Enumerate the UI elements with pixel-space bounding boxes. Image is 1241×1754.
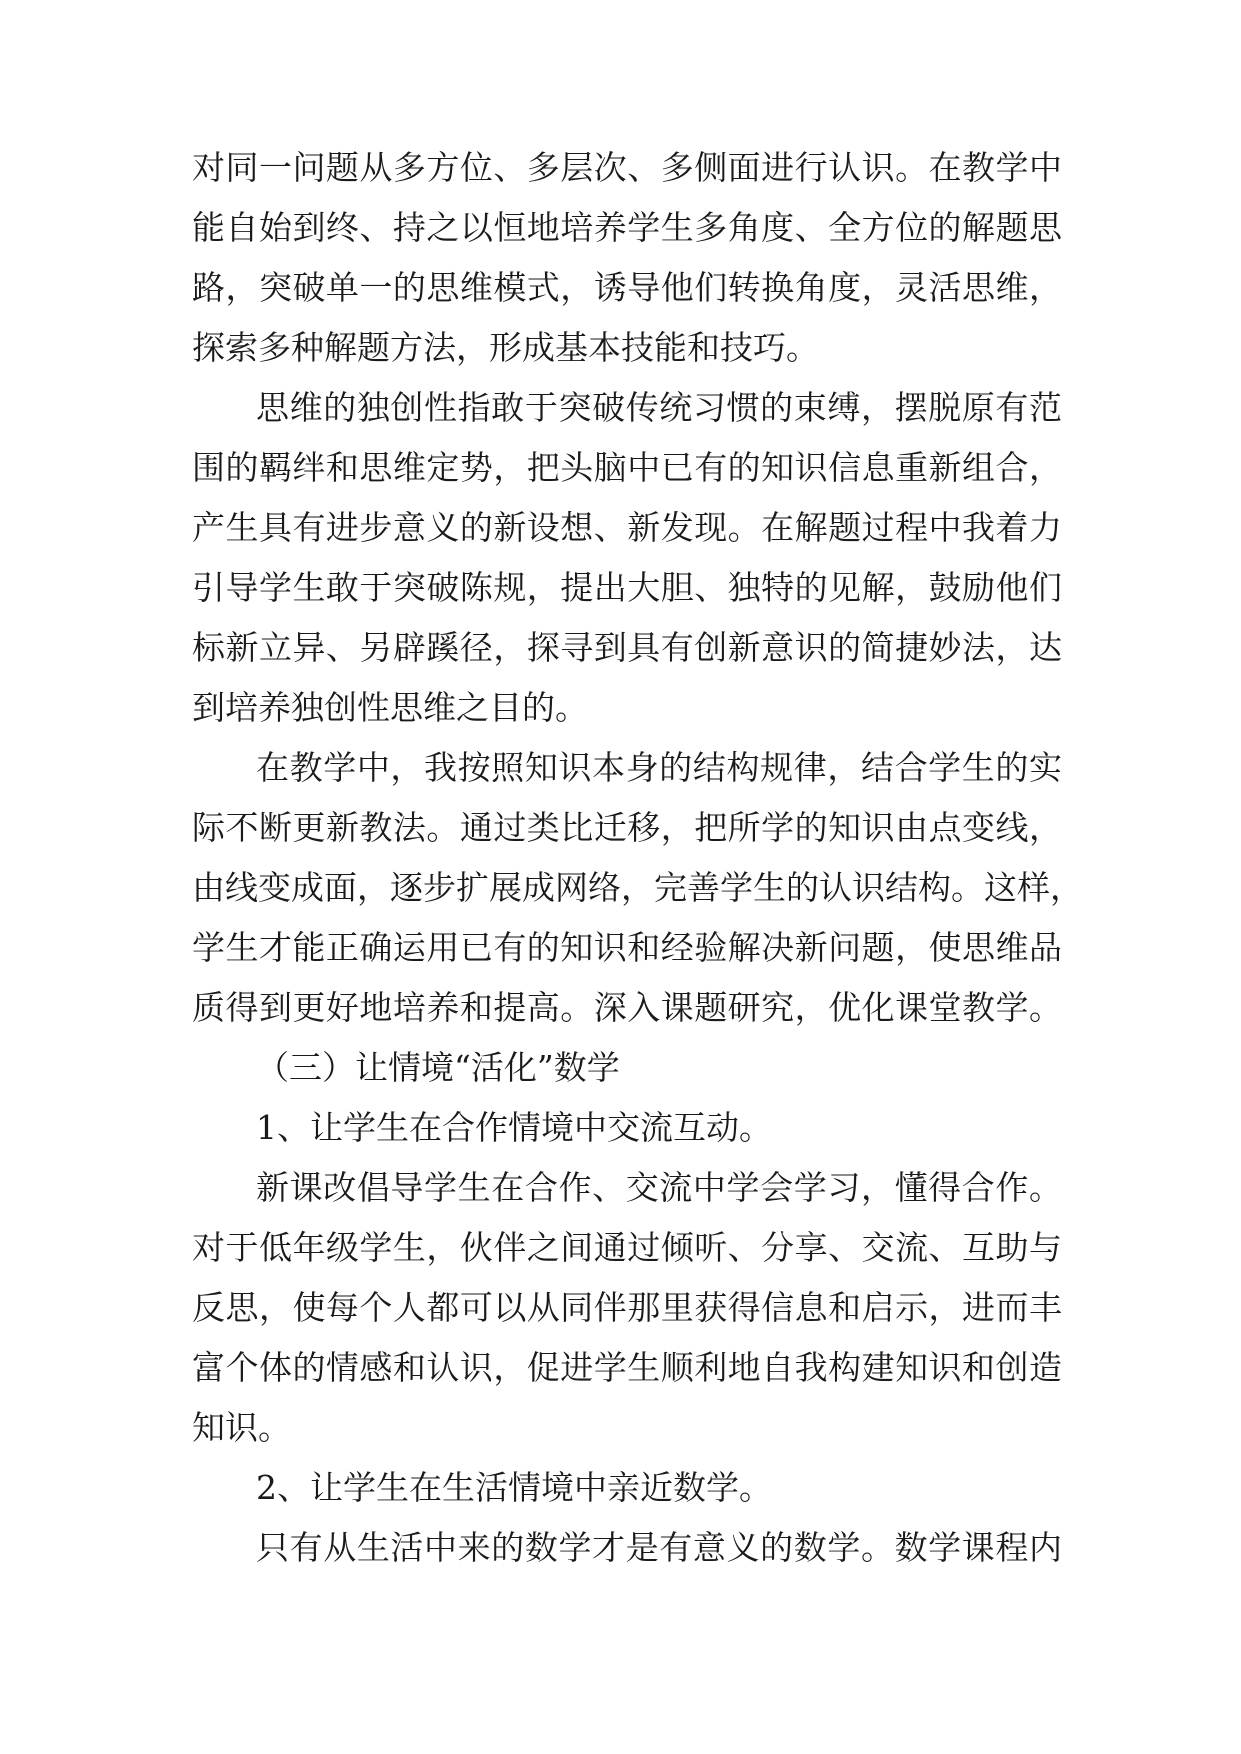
text-line: 探索多种解题方法，形成基本技能和技巧。 — [192, 328, 819, 367]
text-line: 在教学中，我按照知识本身的结构规律，结合学生的实 — [256, 748, 1062, 787]
text-line: 引导学生敢于突破陈规，提出大胆、独特的见解，鼓励他们 — [192, 568, 1062, 607]
text-line: 路，突破单一的思维模式，诱导他们转换角度，灵活思维， — [192, 268, 1062, 307]
text-line: 新课改倡导学生在合作、交流中学会学习，懂得合作。 — [256, 1168, 1062, 1207]
text-line: 对于低年级学生，伙伴之间通过倾听、分享、交流、互助与 — [192, 1228, 1062, 1267]
text-line: 到培养独创性思维之目的。 — [192, 688, 588, 727]
text-line: 围的羁绊和思维定势，把头脑中已有的知识信息重新组合， — [192, 448, 1062, 487]
section-heading: （三）让情境“活化”数学 — [256, 1048, 620, 1087]
text-line: 质得到更好地培养和提高。深入课题研究，优化课堂教学。 — [192, 988, 1062, 1027]
text-line: 标新立异、另辟蹊径，探寻到具有创新意识的简捷妙法，达 — [192, 628, 1062, 667]
text-line: 只有从生活中来的数学才是有意义的数学。数学课程内 — [256, 1528, 1062, 1567]
text-line: 对同一问题从多方位、多层次、多侧面进行认识。在教学中 — [192, 148, 1062, 187]
text-line: 际不断更新教法。通过类比迁移，把所学的知识由点变线， — [192, 808, 1062, 847]
text-line: 学生才能正确运用已有的知识和经验解决新问题，使思维品 — [192, 928, 1062, 967]
text-line: 由线变成面，逐步扩展成网络，完善学生的认识结构。这样， — [192, 868, 1083, 907]
text-line: 反思，使每个人都可以从同伴那里获得信息和启示，进而丰 — [192, 1288, 1062, 1327]
subsection-heading: 1、让学生在合作情境中交流互动。 — [256, 1108, 772, 1147]
text-line: 能自始到终、持之以恒地培养学生多角度、全方位的解题思 — [192, 208, 1062, 247]
text-line: 思维的独创性指敢于突破传统习惯的束缚，摆脱原有范 — [256, 388, 1062, 427]
text-line: 富个体的情感和认识，促进学生顺利地自我构建知识和创造 — [192, 1348, 1062, 1387]
text-line: 产生具有进步意义的新设想、新发现。在解题过程中我着力 — [192, 508, 1062, 547]
subsection-heading: 2、让学生在生活情境中亲近数学。 — [256, 1468, 772, 1507]
text-line: 知识。 — [192, 1408, 291, 1447]
